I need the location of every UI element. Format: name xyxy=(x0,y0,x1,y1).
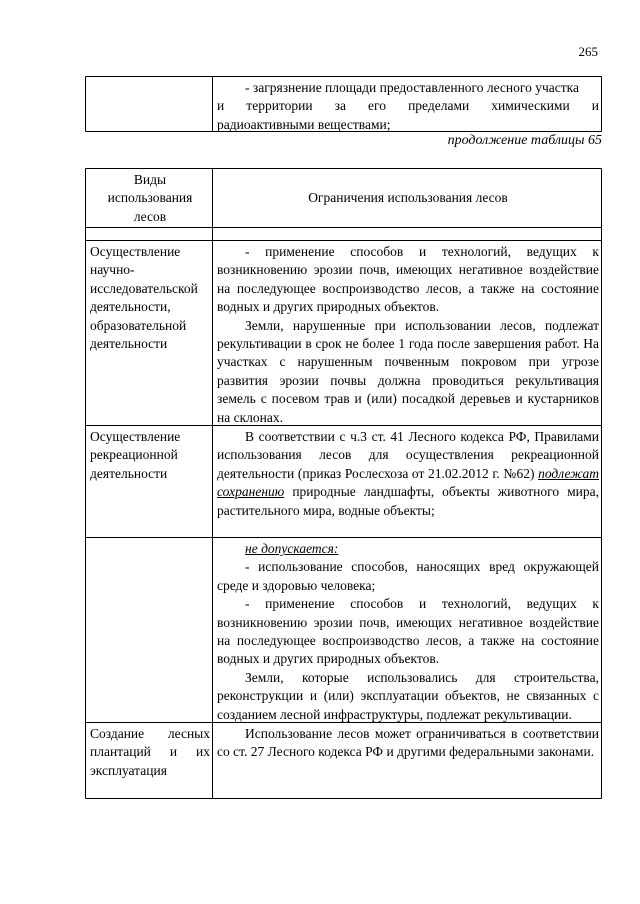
table-continuation-caption: продолжение таблицы 65 xyxy=(447,133,602,148)
header-col-restrictions: Ограничения использования лесов xyxy=(308,190,508,205)
header-col-types xyxy=(88,171,212,226)
page-number: 265 xyxy=(578,44,598,59)
top-line-2: и территории за его пределами химическими и xyxy=(217,98,599,114)
row2-type-line: рекреационной xyxy=(90,447,178,463)
row3-paragraph-1: - использование способов, наносящих вред окружающей среде и здоровью человека; xyxy=(217,559,599,593)
row4-type-line: Создание лесных xyxy=(90,726,210,741)
row1-type-cell xyxy=(88,243,212,353)
top-table-cell xyxy=(215,79,601,134)
top-line-3: радиоактивными веществами; xyxy=(217,116,391,132)
row2-text-after: природные ландшафты, объекты животного мира, растительного мира, водные объекты; xyxy=(217,484,599,518)
row3-heading xyxy=(217,540,599,558)
header-col1-line-1: Виды xyxy=(133,172,167,187)
row2-type-line: Осуществление xyxy=(90,429,181,444)
row1-restrictions-cell xyxy=(215,243,601,427)
row3-paragraph-2: - применение способов и технологий, ведущих к возникновению эрозии почв, имеющих негативное воздействие на последующее воспроизводство лесов, а также на состояние водных и других природных объектов. xyxy=(217,596,599,667)
row2-emphasis: подлежат сохранению xyxy=(217,465,599,500)
row4-restrictions-cell xyxy=(215,725,601,762)
top-line-1: - загрязнение площади предоставленного лесного участка xyxy=(245,80,579,95)
header-col1-line-2: использования xyxy=(107,190,193,206)
row4-type-cell xyxy=(88,725,212,780)
row4-paragraph-1: Использование лесов может ограничиваться в соответствии со ст. 27 Лесного кодекса РФ и другими федеральными законами. xyxy=(217,726,599,760)
row2-type-line: деятельности xyxy=(90,465,168,481)
row1-type-line: образовательной xyxy=(90,317,187,333)
header-col1-line-3: лесов xyxy=(133,208,167,224)
row1-type-line: исследовательской xyxy=(90,280,198,296)
row1-type-line: научно- xyxy=(90,262,135,278)
row2-paragraph-1 xyxy=(217,428,599,520)
row2-text-before: В соответствии с ч.3 ст. 41 Лесного кодекса РФ, Правилами использования лесов для осуществления рекреационной деятельности (приказ Рослесхоза от 21.02.2012 г. №62) xyxy=(217,429,599,481)
row1-type-line: Осуществление xyxy=(90,244,181,259)
row3-restrictions-cell xyxy=(215,540,601,724)
row1-paragraph-2: Земли, нарушенные при использовании лесов, подлежат рекультивации в срок не более 1 года после завершения работ. На участках с нарушенным почвенным покровом при угрозе развития эрозии почвы должна проводиться рекультивация земель с посевом трав и (или) посадкой деревьев и кустарников на склонах. xyxy=(217,317,599,425)
row1-paragraph-1: - применение способов и технологий, ведущих к возникновению эрозии почв, имеющих негативное воздействие на последующее воспроизводство лесов, а также на состояние водных и других природных объектов. xyxy=(217,244,599,315)
row2-restrictions-cell xyxy=(215,428,601,520)
row3-heading-text: не допускается: xyxy=(245,541,339,556)
row1-type-line: деятельности xyxy=(90,336,168,352)
row2-type-cell xyxy=(88,428,212,483)
row4-type-line: плантаций и их xyxy=(90,744,210,760)
row4-type-line: эксплуатация xyxy=(90,762,167,778)
row1-type-line: деятельности, xyxy=(90,299,171,315)
row3-paragraph-3: Земли, которые использовались для строительства, реконструкции и (или) эксплуатации объектов, не связанных с созданием лесной инфраструктуры, подлежат рекультивации. xyxy=(217,669,599,722)
